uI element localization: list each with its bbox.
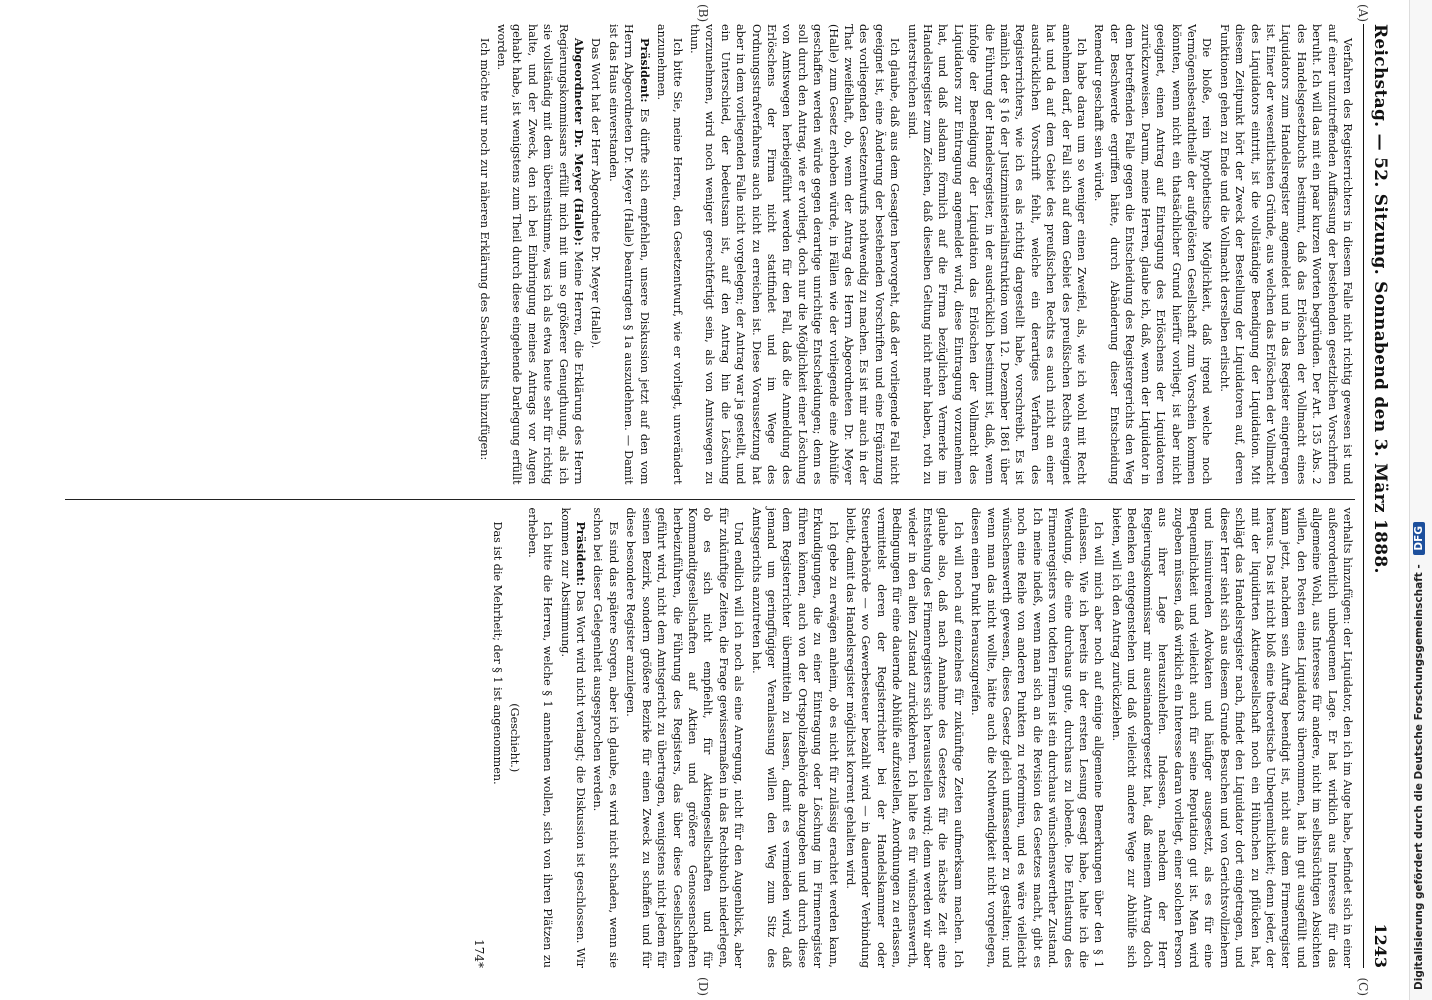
speaker-name: Abgeordneter Dr. Meyer (Halle): xyxy=(572,38,587,246)
paragraph: Ich will mich aber noch auf einige allgemeine Bemerkungen über den § 1 einlassen. Wie ich bereits in der ersten Lesung gesagt habe, halte ich die Wendung, die eine durchaus gute, durchaus zu lobende. Die Entlastung des Firmenregisters von todten Firmen ist ein durchaus wünschenswerther Zustand. Ich meine indeß, wenn man sich an die Revision des Gesetzes macht, gibt es noch eine Reihe von anderen Punkten zu reformiren, und es wäre vielleicht wünschenswerth gewesen, dieses Gesetz gleich umfassender zu gestalten; und wenn man das nicht wollte, hätte auch die Nothwendigkeit nicht vorgelegen, diesen einen Punkt herauszugreifen. xyxy=(969,507,1106,968)
dfg-credit-text: Digitalisierung gefördert durch die Deutsche Forschungsgemeinschaft - xyxy=(1413,564,1425,990)
column-right xyxy=(65,499,1355,969)
margin-label-a: (A) xyxy=(1356,4,1370,23)
paragraph: Ich bitte Sie, meine Herren, den Gesetzentwurf, wie er vorliegt, unverändert anzunehmen. xyxy=(655,24,684,485)
dfg-credit xyxy=(1413,522,1425,990)
page-title: Reichstag. — 52. Sitzung. Sonnabend den 3. März 1888. xyxy=(1370,24,1390,574)
paragraph: Es sind das spätere Sorgen, aber ich glaube, es wird nicht schaden, wenn sie schon bei dieser Gelegenheit ausgesprochen werden. xyxy=(591,507,620,968)
stage-direction: (Geschieht.) xyxy=(508,703,522,773)
paragraph: Verfahren des Registerrichters in diesem Falle nicht richtig gewesen ist und auf einer unzutreffenden Auffassung der bestehenden gesetzlichen Vorschriften beruht. Ich will das mit ein paar kurzen Worten begründen. Der Art. 135 Abs. 2 des Handelsgesetzbuchs bestimmt, daß das Erlöschen der Vollmacht eines Liquidators zum Handelsregister angemeldet und in das Register eingetragen ist. Einer der wesentlichsten Gründe, aus welchen das Erlöschen der Vollmacht des Liquidators eintritt, ist die vollständige Beendigung der Liquidation. Mit diesem Zeitpunkt hört der Zweck der Bestellung der Liquidatoren auf, deren Funktionen gehen zu Ende und die Vollmacht derselben erlischt. xyxy=(1217,24,1354,485)
paragraph: Ich bitte die Herren, welche § 1 annehmen wollen, sich von ihren Plätzen zu erheben. xyxy=(525,507,555,968)
speaker-name: Präsident: xyxy=(637,38,652,103)
speaker-name: Präsident: xyxy=(574,521,589,586)
paragraph: Die bloße, rein hypothetische Möglichkeit, daß irgend welche noch Vermögensbestandtheile der aufgelösten Gesellschaft zum Vorschein kommen könnten, wenn nicht ein thatsächlicher Grund hierfür vorliegt, ist aber nicht geeignet, einen Antrag auf Eintragung des Erlöschens der Liquidatoren zurückzuweisen. Darum, meine Herren, glaube ich, daß, wenn der Liquidator in dem betreffenden Falle gegen die Entscheidung des Registergerichts den Weg der Beschwerde ergriffen hätte, durch Abänderung dieser Entscheidung Remedur geschafft sein würde. xyxy=(1092,24,1214,485)
dfg-logo: DFG xyxy=(1413,522,1425,555)
speech-paragraph xyxy=(557,508,588,969)
margin-label-c: (C) xyxy=(1356,977,1370,996)
paragraph: Ich glaube, daß aus dem Gesagten hervorgeht, daß der vorliegende Fall nicht geeignet ist, eine Änderung der bestehenden Vorschriften und eine Ergänzung des vorliegenden Gesetzentwurfs nothwendig zu machen. Es ist mir auch in der That zweifelhaft, ob, wenn der Antrag des Herrn Abgeordneten Dr. Meyer (Halle) zum Gesetz erhoben würde, in Fällen wie der vorliegende eine Abhülfe geschaffen werden würde gegen derartige unrichtige Entscheidungen; denn es soll durch den Antrag, wie er vorliegt, doch nur die Möglichkeit einer Löschung von Amtswegen herbeigeführt werden für den Fall, daß die Anmeldung des Erlöschens der Firma nicht stattfindet und im Wege des Ordnungsstrafverfahrens auch nicht zu erreichen ist. Diese Voraussetzung hat aber in dem vorliegenden Falle nicht vorgelegen; der Antrag war ja gestellt, und ein Unterschied, der bedeutsam ist, auf den Antrag hin die Löschung vorzunehmen, wird noch weniger gerechtfertigt sein, als von Amtswegen zu thun. xyxy=(687,24,902,485)
paragraph: Ich habe daran um so weniger einen Zweifel, als, wie ich wohl mit Recht annehmen darf, der Fall sich auf dem Gebiet des preußischen Rechts ereignet hat und da auf dem Gebiet des preußischen Rechts es auch nicht an einer ausdrücklichen Vorschrift fehlt, welche ein derartiges Verfahren des Registerrichters, wie ich es als richtig dargestellt habe, vorschreibt. Es ist nämlich der § 16 der Justizministerialinstruktion vom 12. Dezember 1861 über die Führung der Handelsregister, in der ausdrücklich bestimmt ist, daß, wenn infolge der Beendigung der Liquidation das Erlöschen der Vollmacht des Liquidators zur Eintragung angemeldet wird, diese Eintragung vorzunehmen hat, und daß alsdann förmlich auf die Firma bezüglichen Vermerke im Handelsregister zum Zeichen, daß dieselben Geltung nicht mehr haben, roth zu unterstreichen sind. xyxy=(905,24,1089,485)
paragraph: Ich will noch auf einzelnes für zukünftige Zeiten aufmerksam machen. Ich glaube also, daß nach Annahme des Gesetzes für die nächste Zeit eine Entstehung des Firmenregisters sich herausstellen wird; denn werden wir aber wieder in den alten Zustand zurückkehren. Ich halte es für wünschenswerth, Bedingungen für eine dauernde Abhülfe aufzustellen, Anordnungen zu erlassen, vermittelst deren der Registerrichter bei der Handelskammer oder Steuerbehörde — wo Gewerbesteuer bezahlt wird — in dauernder Verbindung bleibt, damit das Handelsregister möglichst korrent gehalten wird. xyxy=(844,507,965,968)
speech-text: Meine Herren, die Erklärung des Herrn Regierungskommissars erfüllt mich mit um so größerer Genugthuung, als ich sie vollständig mit dem übereinstimme, was ich als etwa heute sehr für richtig halte, und der Zweck, den ich bei Einbringung meines Antrags vor Augen gehabt habe, ist wenigstens zum Theil durch diese eingehende Darlegung erfüllt worden. xyxy=(495,24,586,485)
margin-label-d: (D) xyxy=(696,977,710,996)
paragraph: Und endlich will ich noch als eine Anregung, nicht für den Augenblick, aber für zukünftige Zeiten, die Frage gewissermaßen in das Rechtsbuch niederlegen, ob es sich nicht empfiehlt, für Aktiengesellschaften und für Kommanditgesellschaften auf Aktien und größere Genossenschaften herbeizuführen, die Führung des Registers, das über diese Gesellschaften geführt wird, nicht dem Amtsgericht zu übertragen, wenigstens nicht jedem für seinen Bezirk, sondern größere Bezirke für einen Zweck zu schaffen und für diese besondere Register anzulegen. xyxy=(624,507,746,968)
page-header xyxy=(1363,24,1390,968)
margin-label-b: (B) xyxy=(696,4,710,23)
speech-paragraph xyxy=(606,24,652,485)
column-left xyxy=(65,24,1355,485)
paragraph: Ich möchte nur noch zur näheren Erklärung des Sachverhalts hinzufügen: xyxy=(477,38,491,461)
page-number: 1243 xyxy=(1371,923,1390,968)
paragraph: Das Wort hat der Herr Abgeordnete Dr. Meyer (Halle). xyxy=(589,38,603,349)
signature-number: 174* xyxy=(471,939,486,968)
paragraph: Das ist die Mehrheit; der § 1 ist angenommen. xyxy=(491,521,505,785)
paragraph: Ich gebe zu erwägen anheim, ob es nicht für zulässig erachtet werden kann, Erkundigungen, die zu einer Eintragung oder Löschung im Firmenregister führen können, auch von der Ortspolizeibehörde abzugeben und durch diese dem Registerrichter übermitteln zu lassen, damit es vermieden wird, daß jemand um geringfügiger Veranlassung willen den Weg zum Sitz des Amtsgerichts anzutreten hat. xyxy=(749,507,840,968)
speech-text: Das Wort wird nicht verlangt; die Diskussion ist geschlossen. Wir kommen zur Abstimmung. xyxy=(558,507,588,968)
speech-paragraph xyxy=(494,24,586,485)
text-columns xyxy=(65,24,1355,968)
speech-text: Es dürfte sich empfehlen, unsere Diskussion jetzt auf den vom Herrn Abgeordneten Dr. Meyer (Halle) beantragten § 1a auszudehnen. — Damit ist das Haus einverstanden. xyxy=(606,24,651,485)
paragraph: verhalts hinzufügen: der Liquidator, den ich im Auge habe, befindet sich in einer außerordentlich unbequemen Lage. Er hat wirklich aus Interesse für das allgemeine Wohl, aus Interesse für andere, nicht im selbstsüchtigen Absichten willen, den Posten eines Liquidators übernommen, hat ihn gut ausgefüllt und kann jetzt, nachdem sein Auftrag beendigt ist, nicht aus dem Firmenregister heraus. Das ist nicht bloß eine theoretische Unbequemlichkeit; denn jeder, der mit der liquidirten Aktiengesellschaft noch ein Hühnchen zu pflücken hat, schlägt das Handelsregister nach, findet den Liquidator dort eingetragen, und dieser Herr sieht sich aus diesem Grunde Besuchen und von Gerichtsvollziehern und insinuirenden Advokaten und häufiger ausgesetzt, als es für eine Bequemlichkeit und vielleicht auch für seine Reputation gut ist. Man wird zugeben müssen, daß wirklich ein Interesse daran vorliegt, einer solchen Person aus ihrer Lage herauszuhelfen. Indessen, nachdem der Herr Regierungskommissar mir auseinandergesetzt hat, daß meinem Antrag doch Bedenken entgegenstehen und daß vielleicht andere Wege zur Abhülfe sich bieten, will ich den Antrag zurückziehen. xyxy=(1109,507,1354,968)
dfg-credit-strip xyxy=(1409,0,1432,1000)
